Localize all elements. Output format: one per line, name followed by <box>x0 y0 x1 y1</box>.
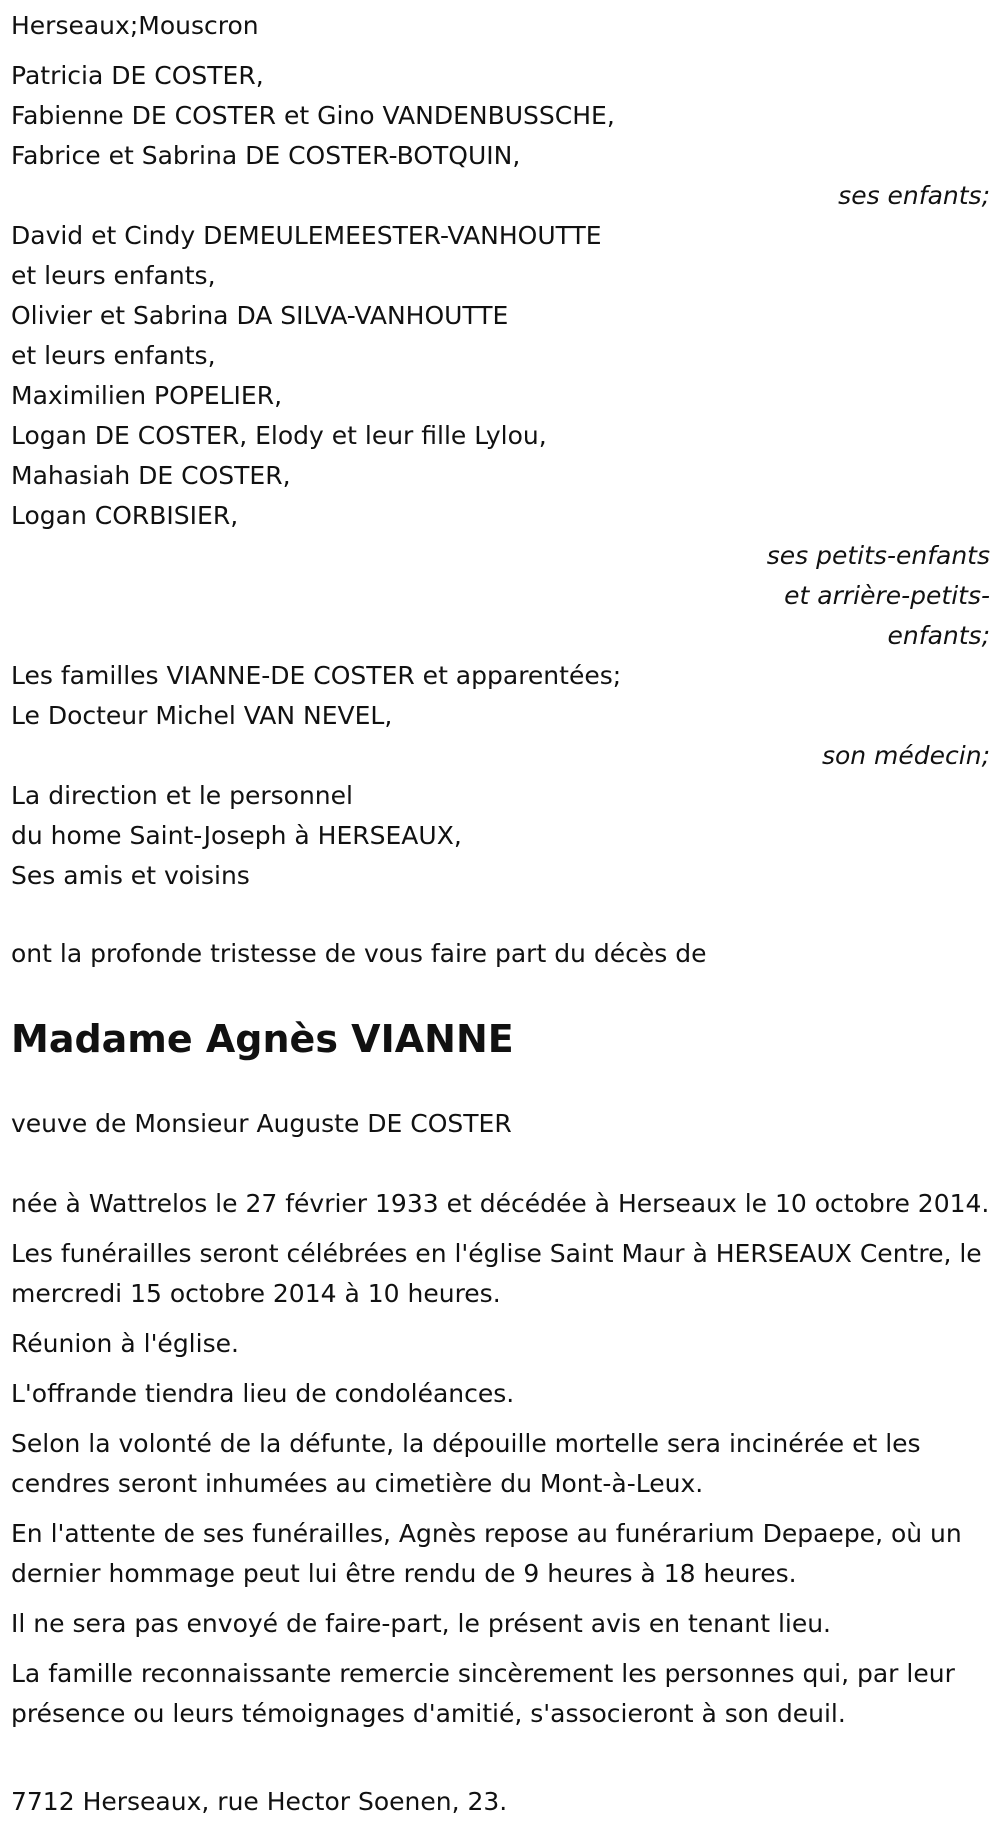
detail-paragraph: La famille reconnaissante remercie sincèrement les personnes qui, par leur présence ou leurs témoignages d'amitié, s'associeront à son deuil. <box>11 1659 955 1728</box>
children-line: Patricia DE COSTER, <box>11 61 264 90</box>
others-line: La direction et le personnel <box>11 781 353 810</box>
detail-paragraph: Selon la volonté de la défunte, la dépouille mortelle sera incinérée et les cendres seront inhumées au cimetière du Mont-à-Leux. <box>11 1429 921 1498</box>
detail-paragraph: Réunion à l'église. <box>11 1329 239 1358</box>
grandchildren-block <box>11 216 990 656</box>
spacer <box>11 896 990 934</box>
spacer <box>11 1144 990 1184</box>
widow-of-text: veuve de Monsieur Auguste DE COSTER <box>11 1109 512 1138</box>
spacer <box>11 974 990 1012</box>
obituary-notice <box>11 6 990 1822</box>
others-block <box>11 776 990 896</box>
doctor-role: son médecin; <box>821 741 990 770</box>
grandchildren-line: David et Cindy DEMEULEMEESTER-VANHOUTTE <box>11 221 602 250</box>
children-role: ses enfants; <box>838 181 990 210</box>
detail-paragraph: Les funérailles seront célébrées en l'église Saint Maur à HERSEAUX Centre, le mercredi 15 octobre 2014 à 10 heures. <box>11 1239 982 1308</box>
families-line: Les familles VIANNE-DE COSTER et apparentées; <box>11 661 622 690</box>
spacer <box>11 46 990 56</box>
grandchildren-line: et leurs enfants, <box>11 341 216 370</box>
families-line: Le Docteur Michel VAN NEVEL, <box>11 701 393 730</box>
detail-paragraph: Il ne sera pas envoyé de faire-part, le présent avis en tenant lieu. <box>11 1609 832 1638</box>
children-block <box>11 56 990 216</box>
spacer <box>11 1066 990 1104</box>
children-line: Fabienne DE COSTER et Gino VANDENBUSSCHE, <box>11 101 615 130</box>
details-block <box>11 1184 990 1734</box>
announcement-text: ont la profonde tristesse de vous faire part du décès de <box>11 939 707 968</box>
grandchildren-line: et leurs enfants, <box>11 261 216 290</box>
grandchildren-role: et arrière-petits- <box>784 581 990 610</box>
others-line: Ses amis et voisins <box>11 861 250 890</box>
children-line: Fabrice et Sabrina DE COSTER-BOTQUIN, <box>11 141 521 170</box>
detail-paragraph: née à Wattrelos le 27 février 1933 et décédée à Herseaux le 10 octobre 2014. <box>11 1189 990 1218</box>
grandchildren-line: Mahasiah DE COSTER, <box>11 461 291 490</box>
spacer <box>11 1744 990 1782</box>
place-header: Herseaux;Mouscron <box>11 11 259 40</box>
deceased-name: Madame Agnès VIANNE <box>11 1017 514 1061</box>
grandchildren-role: enfants; <box>887 621 990 650</box>
others-line: du home Saint-Joseph à HERSEAUX, <box>11 821 462 850</box>
grandchildren-line: Logan DE COSTER, Elody et leur fille Lylou, <box>11 421 547 450</box>
address-text: 7712 Herseaux, rue Hector Soenen, 23. <box>11 1787 508 1816</box>
grandchildren-line: Olivier et Sabrina DA SILVA-VANHOUTTE <box>11 301 509 330</box>
grandchildren-role: ses petits-enfants <box>766 541 990 570</box>
grandchildren-line: Maximilien POPELIER, <box>11 381 283 410</box>
grandchildren-line: Logan CORBISIER, <box>11 501 239 530</box>
families-block <box>11 656 990 776</box>
detail-paragraph: En l'attente de ses funérailles, Agnès repose au funérarium Depaepe, où un dernier hommage peut lui être rendu de 9 heures à 18 heures. <box>11 1519 962 1588</box>
detail-paragraph: L'offrande tiendra lieu de condoléances. <box>11 1379 515 1408</box>
